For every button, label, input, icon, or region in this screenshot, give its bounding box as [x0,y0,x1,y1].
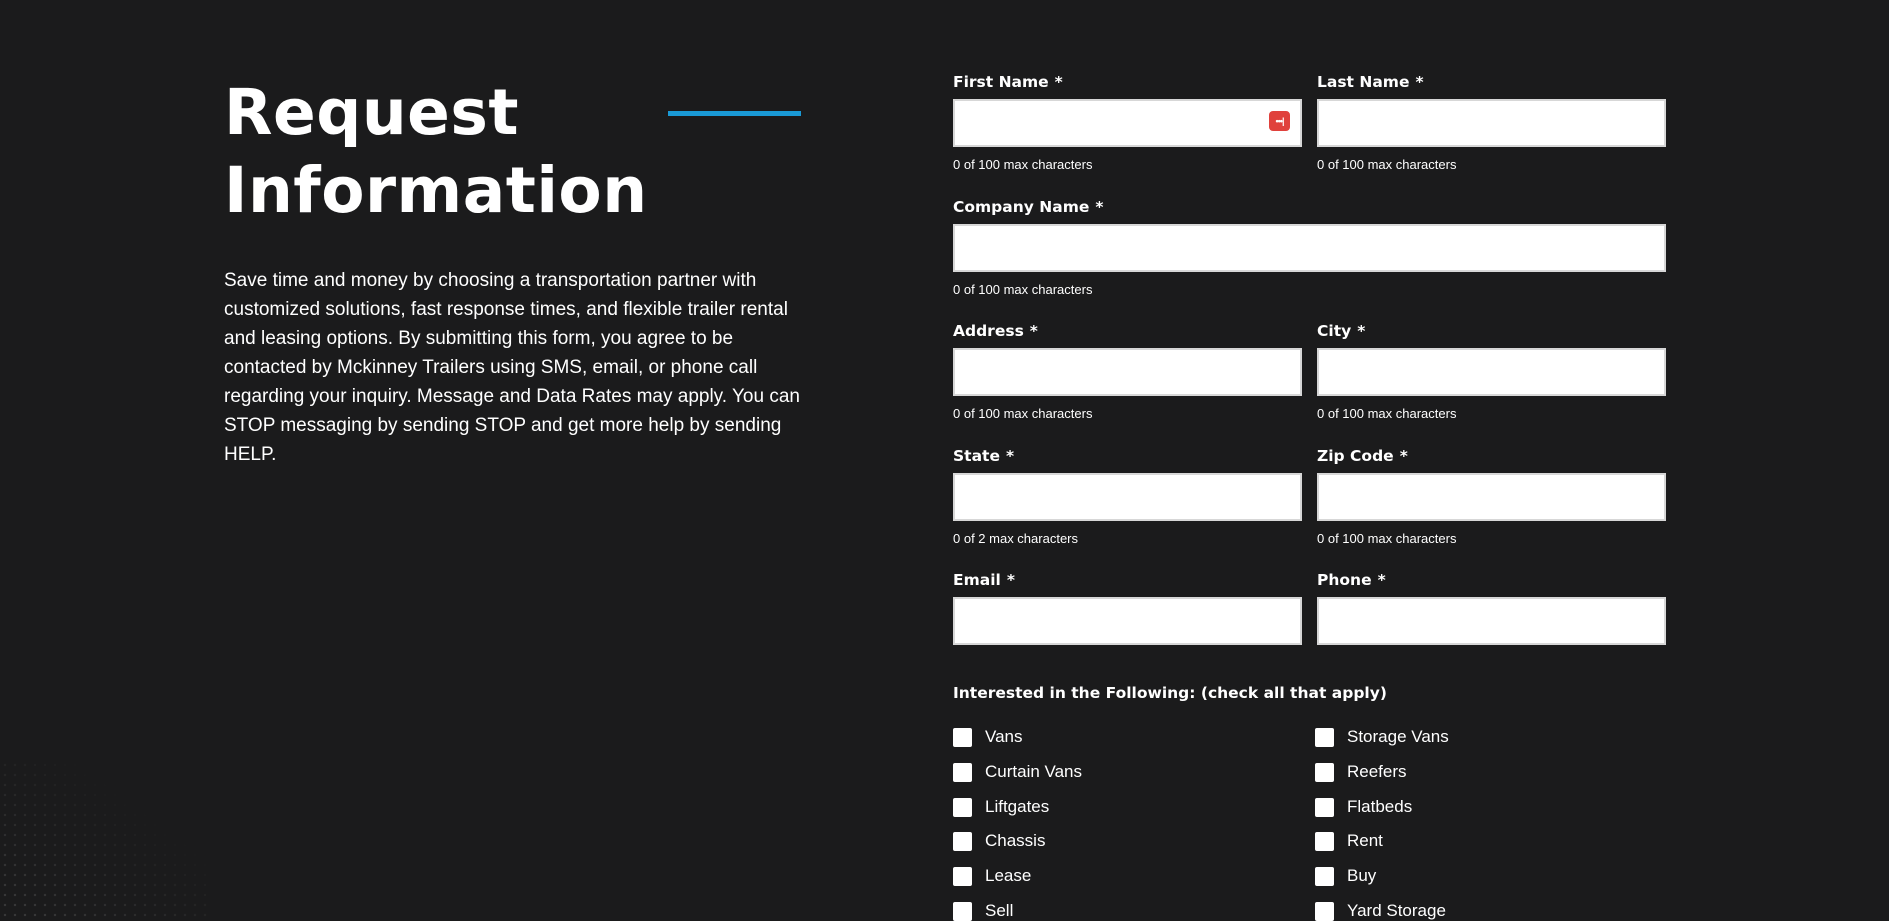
city-field [1317,321,1666,421]
last-name-field [1317,72,1666,172]
address-char-count: 0 of 100 max characters [953,406,1093,421]
address-input[interactable] [953,348,1302,396]
checkbox-label: Rent [1347,831,1383,850]
checkbox-label: Curtain Vans [985,762,1083,781]
checkbox-label: Sell [985,901,1014,920]
checkbox-label: Lease [985,866,1032,885]
zip-code-input[interactable] [1317,473,1666,521]
checkbox[interactable] [953,763,972,782]
last-name-char-count: 0 of 100 max characters [1317,157,1457,172]
company-name-label: Company Name * [953,198,1104,216]
password-manager-icon[interactable]: •••| [1269,111,1290,131]
city-input[interactable] [1317,348,1666,396]
first-name-label: First Name * [953,73,1063,91]
first-name-field [953,72,1302,172]
title-accent-line [668,111,801,116]
city-label: City * [1317,322,1366,340]
heading-block [224,74,804,230]
interest-option-flatbeds[interactable] [1315,797,1412,817]
phone-input[interactable] [1317,597,1666,645]
email-label: Email * [953,571,1015,589]
zip-code-label: Zip Code * [1317,447,1408,465]
page-title-line1: Request [224,76,520,149]
checkbox-label: Chassis [985,831,1046,850]
interest-option-storage-vans[interactable] [1315,727,1449,747]
state-char-count: 0 of 2 max characters [953,531,1078,546]
interest-option-rent[interactable] [1315,831,1383,851]
interest-option-vans[interactable] [953,727,1023,747]
interest-option-lease[interactable] [953,866,1031,886]
address-field [953,321,1302,421]
intro-paragraph: Save time and money by choosing a transportation partner with customized solutions, fast response times, and flexible trailer rental and leasing options. By submitting this form, you agree to be contacted by Mckinney Trailers using SMS, email, or phone call regarding your inquiry. Message and Data Rates may apply. You can STOP messaging by sending STOP and get more help by sending HELP. [224,270,800,465]
interest-option-curtain-vans[interactable] [953,762,1082,782]
zip-code-field [1317,446,1666,546]
checkbox[interactable] [953,798,972,817]
checkbox[interactable] [1315,798,1334,817]
checkbox[interactable] [1315,763,1334,782]
company-name-input[interactable] [953,224,1666,272]
state-input[interactable] [953,473,1302,521]
phone-label: Phone * [1317,571,1386,589]
checkbox[interactable] [1315,867,1334,886]
last-name-label: Last Name * [1317,73,1424,91]
checkbox[interactable] [953,867,972,886]
interest-option-reefers[interactable] [1315,762,1407,782]
checkbox-label: Buy [1347,866,1377,885]
address-label: Address * [953,322,1038,340]
phone-field [1317,570,1666,590]
interest-option-liftgates[interactable] [953,797,1049,817]
checkbox[interactable] [953,832,972,851]
city-char-count: 0 of 100 max characters [1317,406,1457,421]
page-title [224,74,804,230]
interest-option-buy[interactable] [1315,866,1376,886]
company-name-char-count: 0 of 100 max characters [953,282,1093,297]
email-field [953,570,1302,590]
first-name-input[interactable] [953,99,1302,147]
state-field [953,446,1302,546]
interests-label: Interested in the Following: (check all that apply) [953,684,1387,702]
dot-pattern-decoration [0,760,210,918]
checkbox-label: Reefers [1347,762,1407,781]
checkbox[interactable] [1315,832,1334,851]
checkbox-label: Liftgates [985,797,1050,816]
checkbox-label: Yard Storage [1347,901,1446,920]
page-title-line2: Information [224,154,648,227]
checkbox-label: Flatbeds [1347,797,1413,816]
interest-option-yard-storage[interactable] [1315,901,1446,921]
state-label: State * [953,447,1015,465]
checkbox-label: Storage Vans [1347,727,1449,746]
last-name-input[interactable] [1317,99,1666,147]
email-input[interactable] [953,597,1302,645]
interest-option-chassis[interactable] [953,831,1045,851]
checkbox[interactable] [953,728,972,747]
first-name-char-count: 0 of 100 max characters [953,157,1093,172]
company-name-field [953,197,1666,297]
checkbox[interactable] [1315,728,1334,747]
checkbox-label: Vans [985,727,1023,746]
zip-code-char-count: 0 of 100 max characters [1317,531,1457,546]
interest-option-sell[interactable] [953,901,1013,921]
